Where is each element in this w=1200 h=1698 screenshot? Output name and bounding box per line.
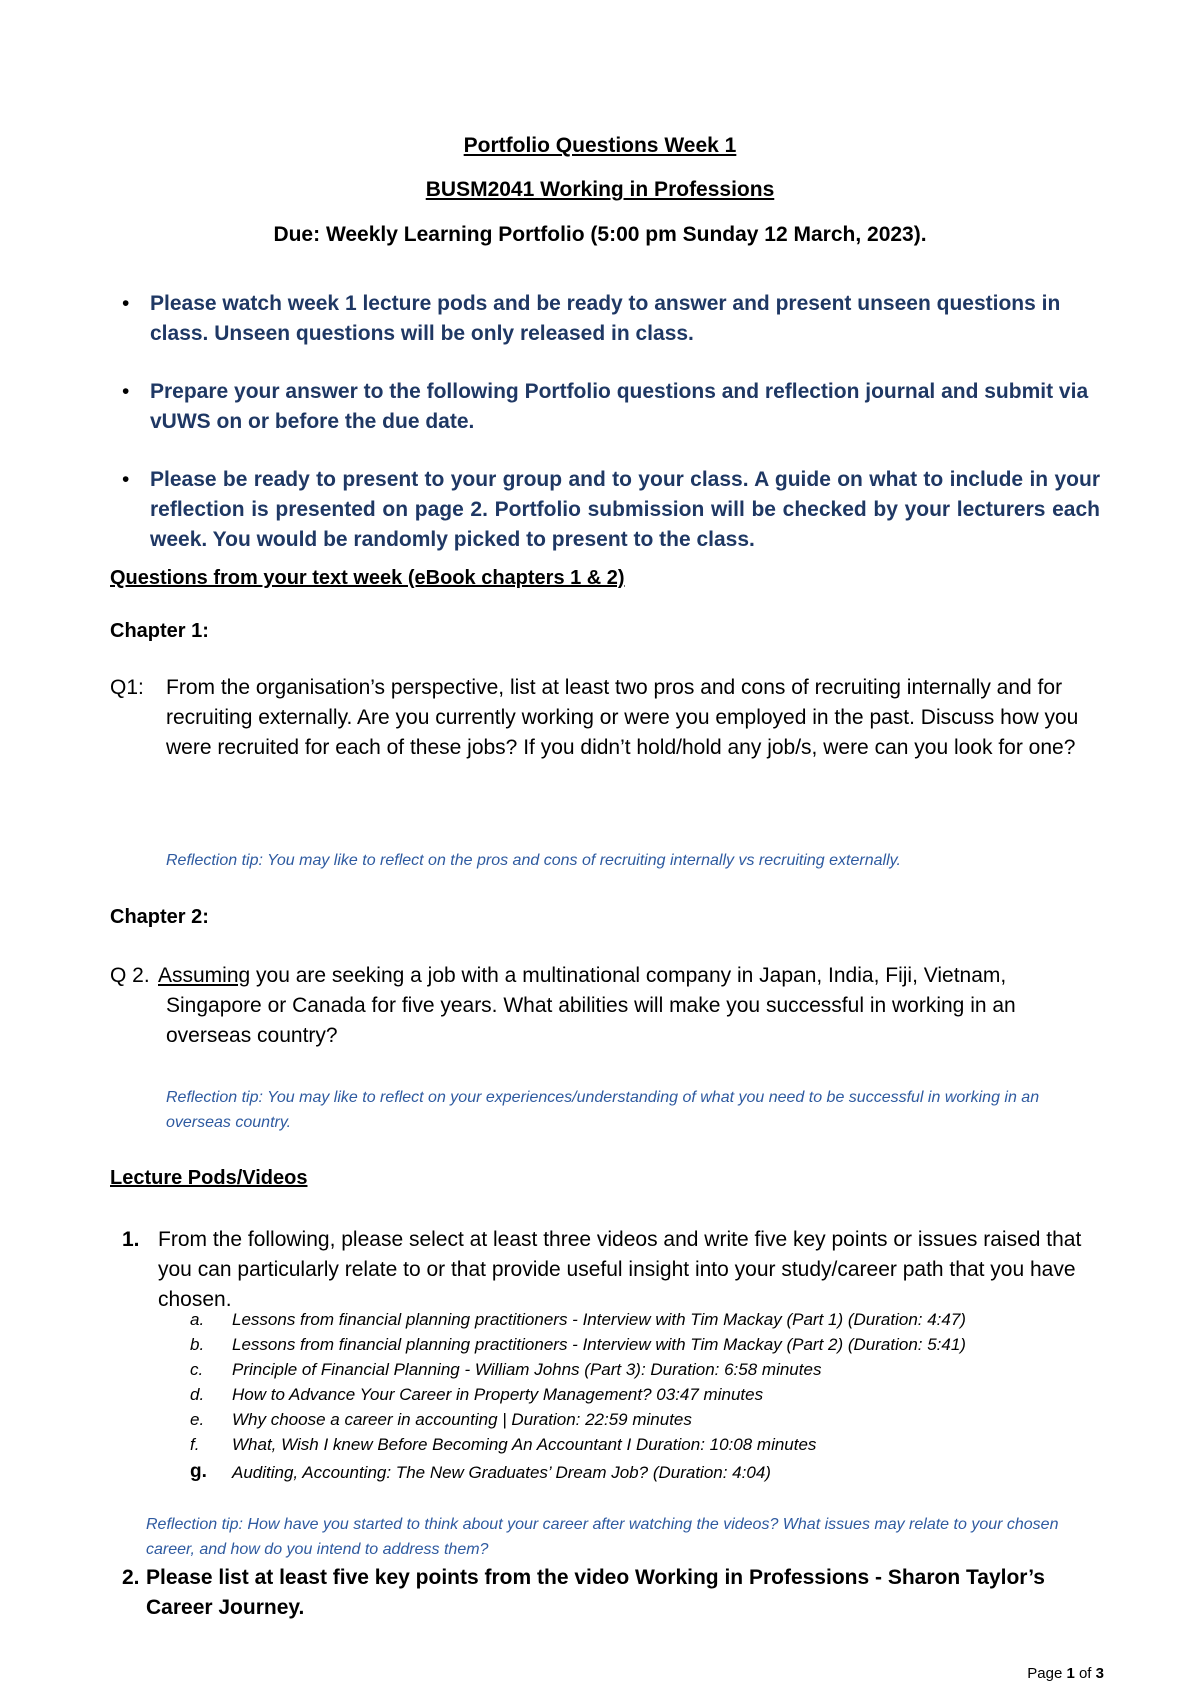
page-total: 3 xyxy=(1095,1665,1104,1682)
video-mark: d. xyxy=(190,1385,205,1404)
bullet-icon: • xyxy=(122,292,130,315)
chapter1-heading: Chapter 1: xyxy=(110,620,209,642)
bullet-icon: • xyxy=(122,468,130,491)
instruction-item: • Prepare your answer to the following Portfolio questions and reflection journal and submit via vUWS on or before the due date. xyxy=(150,377,1100,437)
pods-item1-text: From the following, please select at least three videos and write five key points or issues raised that you can particularly relate to or that provide useful insight into your study/career path that you have chosen. xyxy=(158,1228,1082,1311)
video-item: Why choose a career in accounting | Duration: 22:59 minutes xyxy=(232,1410,692,1429)
video-item: What, Wish I knew Before Becoming An Accountant I Duration: 10:08 minutes xyxy=(232,1435,817,1454)
pods-item2-text: Please list at least five key points from the video Working in Professions - Sharon Taylor’s Career Journey. xyxy=(146,1566,1045,1619)
due-date: Due: Weekly Learning Portfolio (5:00 pm Sunday 12 March, 2023). xyxy=(273,223,927,246)
course-title: BUSM2041 Working in Professions xyxy=(425,178,775,201)
chapter2-heading: Chapter 2: xyxy=(110,906,209,928)
video-mark: c. xyxy=(190,1360,204,1379)
video-item: Principle of Financial Planning - William Johns (Part 3): Duration: 6:58 minutes xyxy=(232,1360,822,1379)
video-item: How to Advance Your Career in Property Management? 03:47 minutes xyxy=(232,1385,764,1404)
video-mark: e. xyxy=(190,1410,205,1429)
page-number: 1 xyxy=(1066,1665,1075,1682)
bullet-icon: • xyxy=(122,380,130,403)
instruction-item: • Please watch week 1 lecture pods and be ready to answer and present unseen questions in class. Unseen questions will be only released in class. xyxy=(150,289,1100,349)
pods-reflection-tip: Reflection tip: How have you started to think about your career after watching the videos? What issues may relate to your chosen career, and how do you intend to address them? xyxy=(146,1516,1059,1558)
document-title: Portfolio Questions Week 1 xyxy=(463,134,737,157)
q2-label: Q 2. xyxy=(110,964,150,987)
pods-item1-number: 1. xyxy=(122,1228,140,1251)
video-mark: b. xyxy=(190,1335,205,1354)
q2-text: Assuming you are seeking a job with a multinational company in Japan, India, Fiji, Vietnam, Singapore or Canada for five years. What abilities will make you successful in working in an overseas country? xyxy=(158,964,1016,1047)
q2-reflection-tip: Reflection tip: You may like to reflect on your experiences/understanding of what you need to be successful in working in an overseas country. xyxy=(166,1089,1040,1131)
lecture-pods-heading: Lecture Pods/Videos xyxy=(110,1167,308,1189)
video-item: Auditing, Accounting: The New Graduates’ Dream Job? (Duration: 4:04) xyxy=(232,1463,771,1482)
video-mark: a. xyxy=(190,1310,205,1329)
q1-text: From the organisation’s perspective, list at least two pros and cons of recruiting internally and for recruiting externally. Are you currently working or were you employed in the past. Discuss how you were recruited for each of these jobs? If you didn’t hold/hold any job/s, were can you look for one? xyxy=(166,676,1079,759)
video-mark: g. xyxy=(190,1461,207,1482)
instruction-item: • Please be ready to present to your group and to your class. A guide on what to include in your reflection is presented on page 2. Portfolio submission will be checked by your lecturers each week. You would be randomly picked to present to the class. xyxy=(150,465,1100,555)
video-item: Lessons from financial planning practitioners - Interview with Tim Mackay (Part 1) (Duration: 4:47) xyxy=(232,1310,966,1329)
page-footer: Page 1 of 3 xyxy=(1027,1665,1104,1682)
pods-item2-number: 2. xyxy=(122,1566,140,1589)
q1-label: Q1: xyxy=(110,676,144,699)
video-item: Lessons from financial planning practitioners - Interview with Tim Mackay (Part 2) (Duration: 5:41) xyxy=(232,1335,966,1354)
video-mark: f. xyxy=(190,1435,200,1454)
assuming-word: Assuming xyxy=(158,964,251,987)
questions-heading: Questions from your text week (eBook chapters 1 & 2) xyxy=(110,567,625,589)
instructions-list xyxy=(122,289,1100,583)
q1-reflection-tip: Reflection tip: You may like to reflect on the pros and cons of recruiting internally vs recruiting externally. xyxy=(166,852,901,869)
